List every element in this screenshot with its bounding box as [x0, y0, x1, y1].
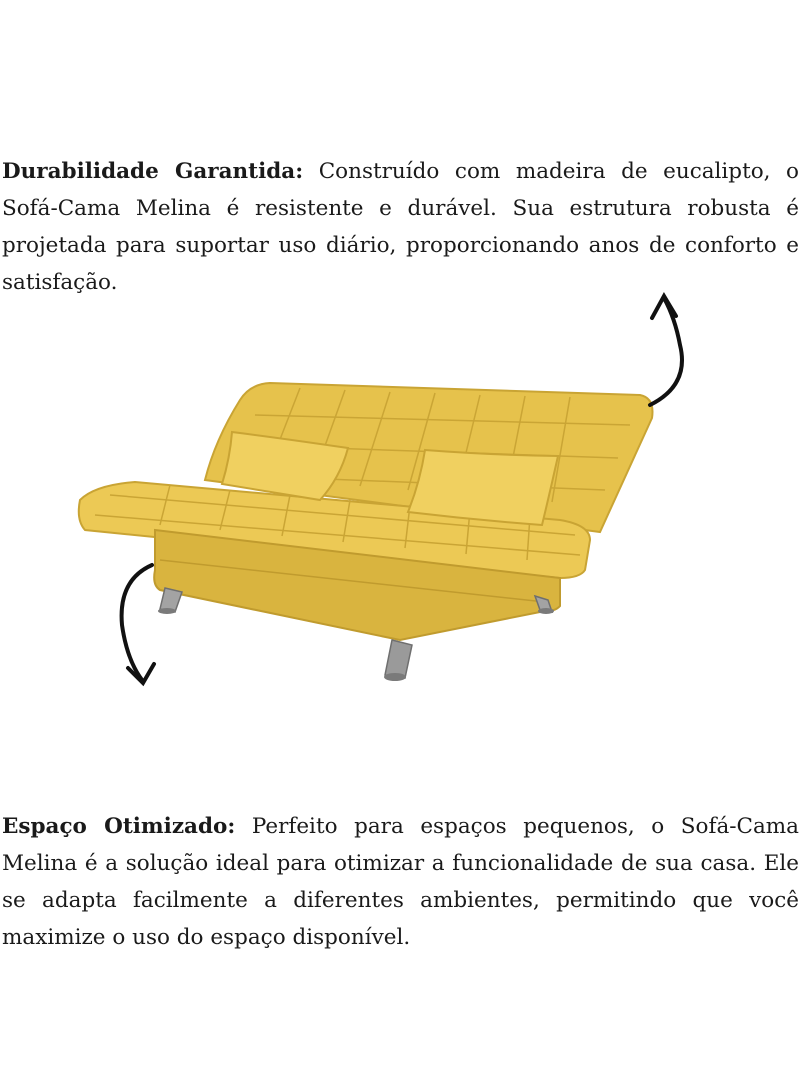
space-text: Perfeito para espaços pequenos, o Sofá-Cama Melina é a solução ideal para otimizar a funcionalidade de sua casa. Ele se adapta facilmente a diferentes ambientes, permitindo que você maximize o uso do espaço disponível. [2, 813, 799, 950]
durability-text: Construído com madeira de eucalipto, o Sofá-Cama Melina é resistente e durável. Sua estrutura robusta é projetada para suportar uso diário, proporcionando anos de conforto e satisfação. [2, 158, 799, 295]
down-arrow-icon [122, 565, 154, 683]
sofa-leg-front [385, 640, 412, 678]
pillow-right [408, 450, 558, 525]
durability-paragraph [2, 153, 799, 301]
sofa-bed-illustration [60, 285, 700, 695]
durability-heading: Durabilidade Garantida: [2, 158, 304, 184]
up-arrow-icon [650, 296, 682, 405]
space-paragraph [2, 808, 799, 956]
space-heading: Espaço Otimizado: [2, 813, 236, 839]
